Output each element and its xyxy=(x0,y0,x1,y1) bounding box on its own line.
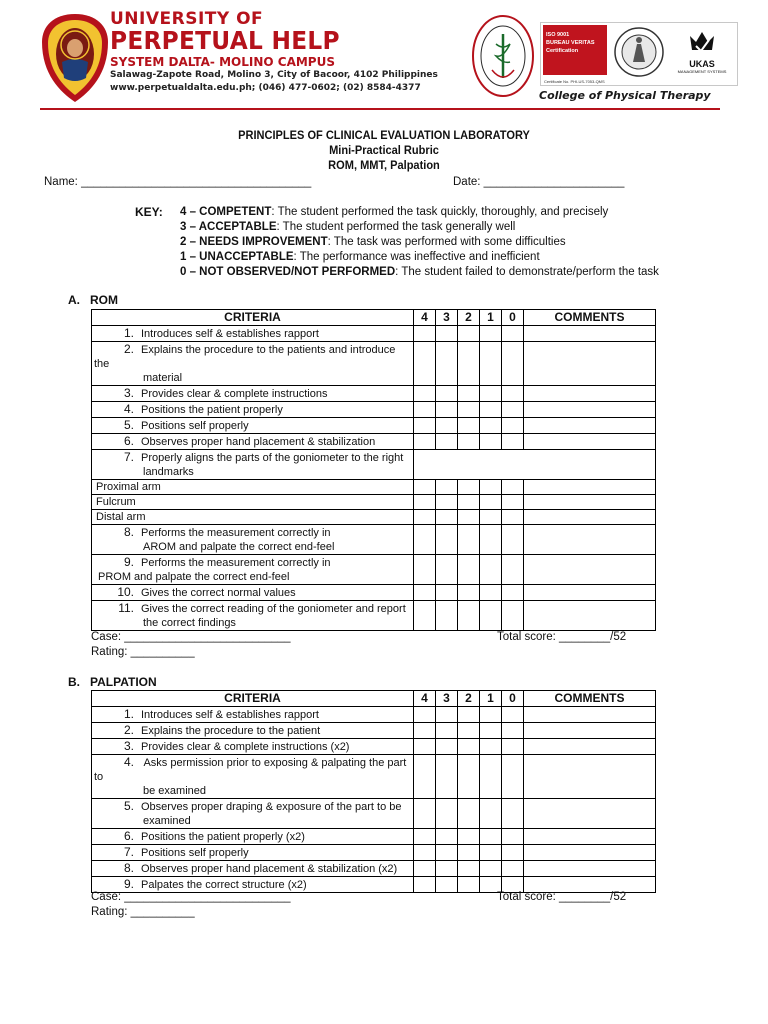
name-field[interactable]: Name: ____________________________________ xyxy=(44,176,312,188)
document-topics: ROM, MMT, Palpation xyxy=(328,158,440,172)
criteria-cell xyxy=(92,326,414,342)
criteria-text-cont: AROM and palpate the correct end-feel xyxy=(143,541,335,553)
criteria-text: Performs the measurement correctly in xyxy=(141,557,331,569)
criteria-cell xyxy=(92,342,414,386)
score-cell-3[interactable] xyxy=(436,755,458,799)
campus-name: SYSTEM DALTA- MOLINO CAMPUS xyxy=(110,55,335,69)
comments-cell[interactable] xyxy=(524,326,656,342)
header-divider xyxy=(40,108,720,110)
criteria-cell xyxy=(92,510,414,525)
rom-rating-field[interactable]: Rating: __________ xyxy=(91,646,195,658)
certification-logos xyxy=(540,22,738,86)
criteria-number: 1. xyxy=(123,326,134,340)
score-cell-0[interactable] xyxy=(502,739,524,755)
criteria-text-cont: material xyxy=(143,372,183,384)
key-item: 2 – NEEDS IMPROVEMENT: The task was performed with some difficulties xyxy=(180,236,566,248)
score-cell-4[interactable] xyxy=(414,480,436,495)
score-cell-1[interactable] xyxy=(480,555,502,585)
score-cell-3[interactable] xyxy=(436,510,458,525)
criteria-cell xyxy=(92,450,414,480)
comments-cell[interactable] xyxy=(524,342,656,386)
score-cell-0[interactable] xyxy=(502,799,524,829)
palpation-total-score[interactable]: Total score: ________/52 xyxy=(497,891,627,903)
score-cell-4[interactable] xyxy=(414,342,436,386)
criteria-number: 7. xyxy=(123,845,134,859)
score-cell-3[interactable] xyxy=(436,342,458,386)
comments-cell[interactable] xyxy=(524,861,656,877)
criteria-number: 11. xyxy=(118,601,134,615)
score-cell-2[interactable] xyxy=(458,707,480,723)
score-cell-4[interactable] xyxy=(414,585,436,601)
comments-cell[interactable] xyxy=(524,723,656,739)
score-cell-0[interactable] xyxy=(502,402,524,418)
score-cell-3[interactable] xyxy=(436,480,458,495)
university-seal-icon xyxy=(40,12,110,104)
comments-cell[interactable] xyxy=(524,402,656,418)
criteria-cell xyxy=(92,845,414,861)
letterhead xyxy=(0,0,768,112)
score-cell-1[interactable] xyxy=(480,585,502,601)
score-header-0: 0 xyxy=(502,310,524,326)
sub-criteria-label: Fulcrum xyxy=(96,496,136,508)
criteria-row xyxy=(92,480,656,495)
criteria-cell xyxy=(92,707,414,723)
college-seal-icon xyxy=(472,14,534,98)
score-cell-2[interactable] xyxy=(458,480,480,495)
score-cell-4[interactable] xyxy=(414,755,436,799)
criteria-text: Provides clear & complete instructions (x2) xyxy=(141,741,350,753)
score-cell-1[interactable] xyxy=(480,480,502,495)
score-cell-0[interactable] xyxy=(502,707,524,723)
criteria-row xyxy=(92,418,656,434)
criteria-text-cont: the correct findings xyxy=(143,617,236,629)
score-cell-1[interactable] xyxy=(480,386,502,402)
palpation-rubric-table xyxy=(91,690,656,893)
score-cell-4[interactable] xyxy=(414,601,436,631)
comments-cell[interactable] xyxy=(524,707,656,723)
criteria-number: 2. xyxy=(123,723,134,737)
score-cell-3[interactable] xyxy=(436,418,458,434)
score-cell-3[interactable] xyxy=(436,495,458,510)
score-cell-2[interactable] xyxy=(458,402,480,418)
rom-total-score[interactable]: Total score: ________/52 xyxy=(497,631,627,643)
criteria-cell xyxy=(92,799,414,829)
comments-cell[interactable] xyxy=(524,585,656,601)
criteria-number: 6. xyxy=(123,829,134,843)
key-item: 3 – ACCEPTABLE: The student performed the task generally well xyxy=(180,221,516,233)
criteria-text: Introduces self & establishes rapport xyxy=(141,709,319,721)
score-cell-4[interactable] xyxy=(414,861,436,877)
criteria-text: Provides clear & complete instructions xyxy=(141,388,328,400)
comments-cell[interactable] xyxy=(524,555,656,585)
score-cell-1[interactable] xyxy=(480,510,502,525)
criteria-text-cont: PROM and palpate the correct end-feel xyxy=(98,571,290,583)
score-cell-0[interactable] xyxy=(502,495,524,510)
criteria-text: Explains the procedure to the patients and introduce the xyxy=(94,344,396,370)
criteria-number: 3. xyxy=(123,386,134,400)
criteria-cell xyxy=(92,434,414,450)
score-cell-2[interactable] xyxy=(458,555,480,585)
criteria-cell xyxy=(92,525,414,555)
comments-cell[interactable] xyxy=(524,510,656,525)
criteria-cell xyxy=(92,755,414,799)
comments-cell[interactable] xyxy=(524,845,656,861)
criteria-text: Observes proper hand placement & stabilization (x2) xyxy=(141,863,398,875)
score-cell-1[interactable] xyxy=(480,723,502,739)
criteria-row xyxy=(92,510,656,525)
criteria-row xyxy=(92,845,656,861)
criteria-cell xyxy=(92,829,414,845)
score-cell-2[interactable] xyxy=(458,386,480,402)
score-cell-2[interactable] xyxy=(458,739,480,755)
criteria-text: Introduces self & establishes rapport xyxy=(141,328,319,340)
score-cell-4[interactable] xyxy=(414,386,436,402)
score-cell-0[interactable] xyxy=(502,723,524,739)
score-header-2: 2 xyxy=(458,691,480,707)
score-cell-0[interactable] xyxy=(502,510,524,525)
criteria-number: 5. xyxy=(123,799,134,813)
criteria-number: 8. xyxy=(123,861,134,875)
score-cell-0[interactable] xyxy=(502,525,524,555)
criteria-text: Asks permission prior to exposing & palpating the part to xyxy=(94,757,407,783)
score-cell-2[interactable] xyxy=(458,585,480,601)
criteria-text: Observes proper hand placement & stabilization xyxy=(141,436,376,448)
score-cell-0[interactable] xyxy=(502,845,524,861)
criteria-row xyxy=(92,525,656,555)
criteria-row xyxy=(92,601,656,631)
criteria-text: Gives the correct normal values xyxy=(141,587,296,599)
criteria-row xyxy=(92,723,656,739)
score-cell-4[interactable] xyxy=(414,799,436,829)
score-cell-4[interactable] xyxy=(414,555,436,585)
certificate-number: Certificate No. PHI-US-7053-QMS xyxy=(544,79,605,84)
score-cell-1[interactable] xyxy=(480,861,502,877)
criteria-row xyxy=(92,495,656,510)
score-cell-0[interactable] xyxy=(502,555,524,585)
score-cell-3[interactable] xyxy=(436,739,458,755)
comments-cell[interactable] xyxy=(524,480,656,495)
criteria-number: 9. xyxy=(123,877,134,891)
score-cell-4[interactable] xyxy=(414,402,436,418)
score-header-1: 1 xyxy=(480,310,502,326)
score-cell-3[interactable] xyxy=(436,555,458,585)
score-cell-3[interactable] xyxy=(436,434,458,450)
score-cell-4[interactable] xyxy=(414,326,436,342)
score-cell-0[interactable] xyxy=(502,480,524,495)
score-cell-4[interactable] xyxy=(414,418,436,434)
criteria-text: Performs the measurement correctly in xyxy=(141,527,331,539)
palpation-case-field[interactable]: Case: __________________________ xyxy=(91,891,291,903)
score-cell-3[interactable] xyxy=(436,845,458,861)
criteria-number: 7. xyxy=(123,450,134,464)
score-cell-2[interactable] xyxy=(458,877,480,893)
score-cell-1[interactable] xyxy=(480,495,502,510)
score-cell-4[interactable] xyxy=(414,877,436,893)
score-cell-3[interactable] xyxy=(436,525,458,555)
criteria-text-cont: be examined xyxy=(143,785,206,797)
score-header-1: 1 xyxy=(480,691,502,707)
criteria-header: CRITERIA xyxy=(92,310,414,326)
score-cell-0[interactable] xyxy=(502,418,524,434)
score-cell-2[interactable] xyxy=(458,723,480,739)
comments-header: COMMENTS xyxy=(524,691,656,707)
criteria-row xyxy=(92,555,656,585)
score-cell-1[interactable] xyxy=(480,829,502,845)
criteria-text: Positions self properly xyxy=(141,420,249,432)
score-cell-1[interactable] xyxy=(480,342,502,386)
score-cell-2[interactable] xyxy=(458,326,480,342)
criteria-text: Properly aligns the parts of the goniometer to the right xyxy=(141,452,404,464)
score-header-2: 2 xyxy=(458,310,480,326)
score-cell-4[interactable] xyxy=(414,707,436,723)
score-cell-4[interactable] xyxy=(414,525,436,555)
score-cell-1[interactable] xyxy=(480,525,502,555)
criteria-text: Positions self properly xyxy=(141,847,249,859)
criteria-row xyxy=(92,799,656,829)
criteria-cell xyxy=(92,739,414,755)
comments-cell[interactable] xyxy=(524,418,656,434)
key-item: 4 – COMPETENT: The student performed the task quickly, thoroughly, and precisely xyxy=(180,206,609,218)
score-cell-1[interactable] xyxy=(480,601,502,631)
comments-header: COMMENTS xyxy=(524,310,656,326)
criteria-row xyxy=(92,585,656,601)
score-cell-0[interactable] xyxy=(502,861,524,877)
criteria-cell xyxy=(92,585,414,601)
score-header-0: 0 xyxy=(502,691,524,707)
score-cell-3[interactable] xyxy=(436,707,458,723)
score-cell-1[interactable] xyxy=(480,707,502,723)
score-cell-2[interactable] xyxy=(458,845,480,861)
score-cell-0[interactable] xyxy=(502,434,524,450)
score-cell-2[interactable] xyxy=(458,755,480,799)
score-cell-1[interactable] xyxy=(480,434,502,450)
criteria-cell xyxy=(92,723,414,739)
criteria-row xyxy=(92,739,656,755)
rom-case-field[interactable]: Case: __________________________ xyxy=(91,631,291,643)
palpation-section-title: B. PALPATION xyxy=(68,675,157,689)
criteria-row xyxy=(92,755,656,799)
score-cell-1[interactable] xyxy=(480,326,502,342)
criteria-cell xyxy=(92,480,414,495)
score-header-3: 3 xyxy=(436,310,458,326)
comments-cell[interactable] xyxy=(524,799,656,829)
score-cell-3[interactable] xyxy=(436,829,458,845)
bureau-veritas-seal-icon xyxy=(613,26,665,78)
score-cell-0[interactable] xyxy=(502,386,524,402)
score-cell-3[interactable] xyxy=(436,799,458,829)
criteria-number: 2. xyxy=(123,342,134,356)
comments-cell[interactable] xyxy=(524,525,656,555)
criteria-text: Gives the correct reading of the goniometer and report xyxy=(141,603,406,615)
criteria-text: Positions the patient properly xyxy=(141,404,283,416)
document-subtitle: Mini-Practical Rubric xyxy=(329,143,439,157)
score-cell-4[interactable] xyxy=(414,829,436,845)
score-cell-4[interactable] xyxy=(414,510,436,525)
score-cell-1[interactable] xyxy=(480,418,502,434)
score-cell-0[interactable] xyxy=(502,585,524,601)
score-cell-2[interactable] xyxy=(458,495,480,510)
ukas-crown-icon xyxy=(673,26,731,58)
university-name-block xyxy=(110,10,438,95)
criteria-number: 1. xyxy=(123,707,134,721)
score-header-4: 4 xyxy=(414,691,436,707)
key-label: KEY: xyxy=(135,205,163,219)
criteria-text: Palpates the correct structure (x2) xyxy=(141,879,307,891)
criteria-text: Observes proper draping & exposure of the part to be xyxy=(141,801,402,813)
score-cell-2[interactable] xyxy=(458,418,480,434)
score-cell-3[interactable] xyxy=(436,585,458,601)
criteria-row xyxy=(92,861,656,877)
date-field[interactable]: Date: ______________________ xyxy=(453,176,625,188)
score-cell-0[interactable] xyxy=(502,342,524,386)
criteria-number: 5. xyxy=(123,418,134,432)
score-cell-2[interactable] xyxy=(458,861,480,877)
comments-cell[interactable] xyxy=(524,755,656,799)
score-cell-1[interactable] xyxy=(480,402,502,418)
criteria-number: 4. xyxy=(123,402,134,416)
rom-section-title: A. ROM xyxy=(68,293,118,307)
criteria-row xyxy=(92,326,656,342)
score-cell-4[interactable] xyxy=(414,434,436,450)
score-header-4: 4 xyxy=(414,310,436,326)
comments-cell[interactable] xyxy=(524,434,656,450)
score-cell-4[interactable] xyxy=(414,723,436,739)
ukas-badge: UKAS MANAGEMENT SYSTEMS xyxy=(673,26,731,78)
sub-criteria-label: Proximal arm xyxy=(96,481,161,493)
score-cell-2[interactable] xyxy=(458,342,480,386)
score-cell-1[interactable] xyxy=(480,755,502,799)
score-cell-2[interactable] xyxy=(458,799,480,829)
key-item: 0 – NOT OBSERVED/NOT PERFORMED: The student failed to demonstrate/perform the task xyxy=(180,266,659,278)
criteria-text-cont: landmarks xyxy=(143,466,194,478)
criteria-row xyxy=(92,434,656,450)
score-cell-3[interactable] xyxy=(436,861,458,877)
score-cell-2[interactable] xyxy=(458,601,480,631)
palpation-rating-field[interactable]: Rating: __________ xyxy=(91,906,195,918)
college-name: College of Physical Therapy xyxy=(539,89,711,102)
criteria-cell xyxy=(92,402,414,418)
rom-rubric-table xyxy=(91,309,656,631)
criteria-text: Positions the patient properly (x2) xyxy=(141,831,305,843)
document-title: PRINCIPLES OF CLINICAL EVALUATION LABORATORY xyxy=(238,128,530,142)
criteria-number: 9. xyxy=(123,555,134,569)
score-cell-1[interactable] xyxy=(480,739,502,755)
criteria-number: 8. xyxy=(123,525,134,539)
university-line1: UNIVERSITY OF xyxy=(110,9,264,29)
criteria-row xyxy=(92,707,656,723)
key-item: 1 – UNACCEPTABLE: The performance was ineffective and inefficient xyxy=(180,251,540,263)
criteria-row xyxy=(92,386,656,402)
criteria-cell xyxy=(92,386,414,402)
score-cell-4[interactable] xyxy=(414,495,436,510)
score-cell-4[interactable] xyxy=(414,845,436,861)
criteria-row xyxy=(92,402,656,418)
score-cell-3[interactable] xyxy=(436,723,458,739)
criteria-row xyxy=(92,342,656,386)
score-cell-3[interactable] xyxy=(436,601,458,631)
key-items xyxy=(180,205,659,280)
header-row xyxy=(92,691,656,707)
score-cell-1[interactable] xyxy=(480,845,502,861)
criteria-number: 4. xyxy=(123,755,134,769)
score-cell-3[interactable] xyxy=(436,386,458,402)
criteria-number: 3. xyxy=(123,739,134,753)
score-cell-0[interactable] xyxy=(502,829,524,845)
criteria-cell xyxy=(92,861,414,877)
comments-cell[interactable] xyxy=(524,601,656,631)
criteria-cell xyxy=(92,555,414,585)
criteria-text-cont: examined xyxy=(143,815,191,827)
score-cell-3[interactable] xyxy=(436,326,458,342)
criteria-cell xyxy=(92,601,414,631)
campus-contact: www.perpetualdalta.edu.ph; (046) 477-0602; (02) 8584-4377 xyxy=(110,83,421,93)
sub-criteria-label: Distal arm xyxy=(96,511,146,523)
criteria-cell xyxy=(92,418,414,434)
score-cell-1[interactable] xyxy=(480,799,502,829)
criteria-row xyxy=(92,829,656,845)
score-cell-4[interactable] xyxy=(414,739,436,755)
score-cell-0[interactable] xyxy=(502,601,524,631)
university-line2: PERPETUAL HELP xyxy=(110,26,340,55)
score-cell-2[interactable] xyxy=(458,525,480,555)
criteria-number: 10. xyxy=(117,585,134,599)
score-cell-0[interactable] xyxy=(502,326,524,342)
comments-cell[interactable] xyxy=(524,495,656,510)
comments-cell[interactable] xyxy=(524,386,656,402)
score-cell-2[interactable] xyxy=(458,434,480,450)
campus-address: Salawag-Zapote Road, Molino 3, City of Bacoor, 4102 Philippines xyxy=(110,70,438,80)
criteria-number: 6. xyxy=(123,434,134,448)
score-header-3: 3 xyxy=(436,691,458,707)
score-cell-3[interactable] xyxy=(436,877,458,893)
score-cell-3[interactable] xyxy=(436,402,458,418)
criteria-text: Explains the procedure to the patient xyxy=(141,725,321,737)
criteria-cell xyxy=(92,495,414,510)
header-row xyxy=(92,310,656,326)
comments-cell[interactable] xyxy=(524,739,656,755)
criteria-header: CRITERIA xyxy=(92,691,414,707)
score-cell-2[interactable] xyxy=(458,829,480,845)
document-titles xyxy=(0,128,768,173)
score-cell-2[interactable] xyxy=(458,510,480,525)
score-cell-0[interactable] xyxy=(502,755,524,799)
criteria-row xyxy=(92,450,656,480)
merged-score-cell[interactable] xyxy=(414,450,656,480)
comments-cell[interactable] xyxy=(524,829,656,845)
bureau-veritas-badge: ISO 9001 BUREAU VERITAS Certification xyxy=(543,25,607,75)
